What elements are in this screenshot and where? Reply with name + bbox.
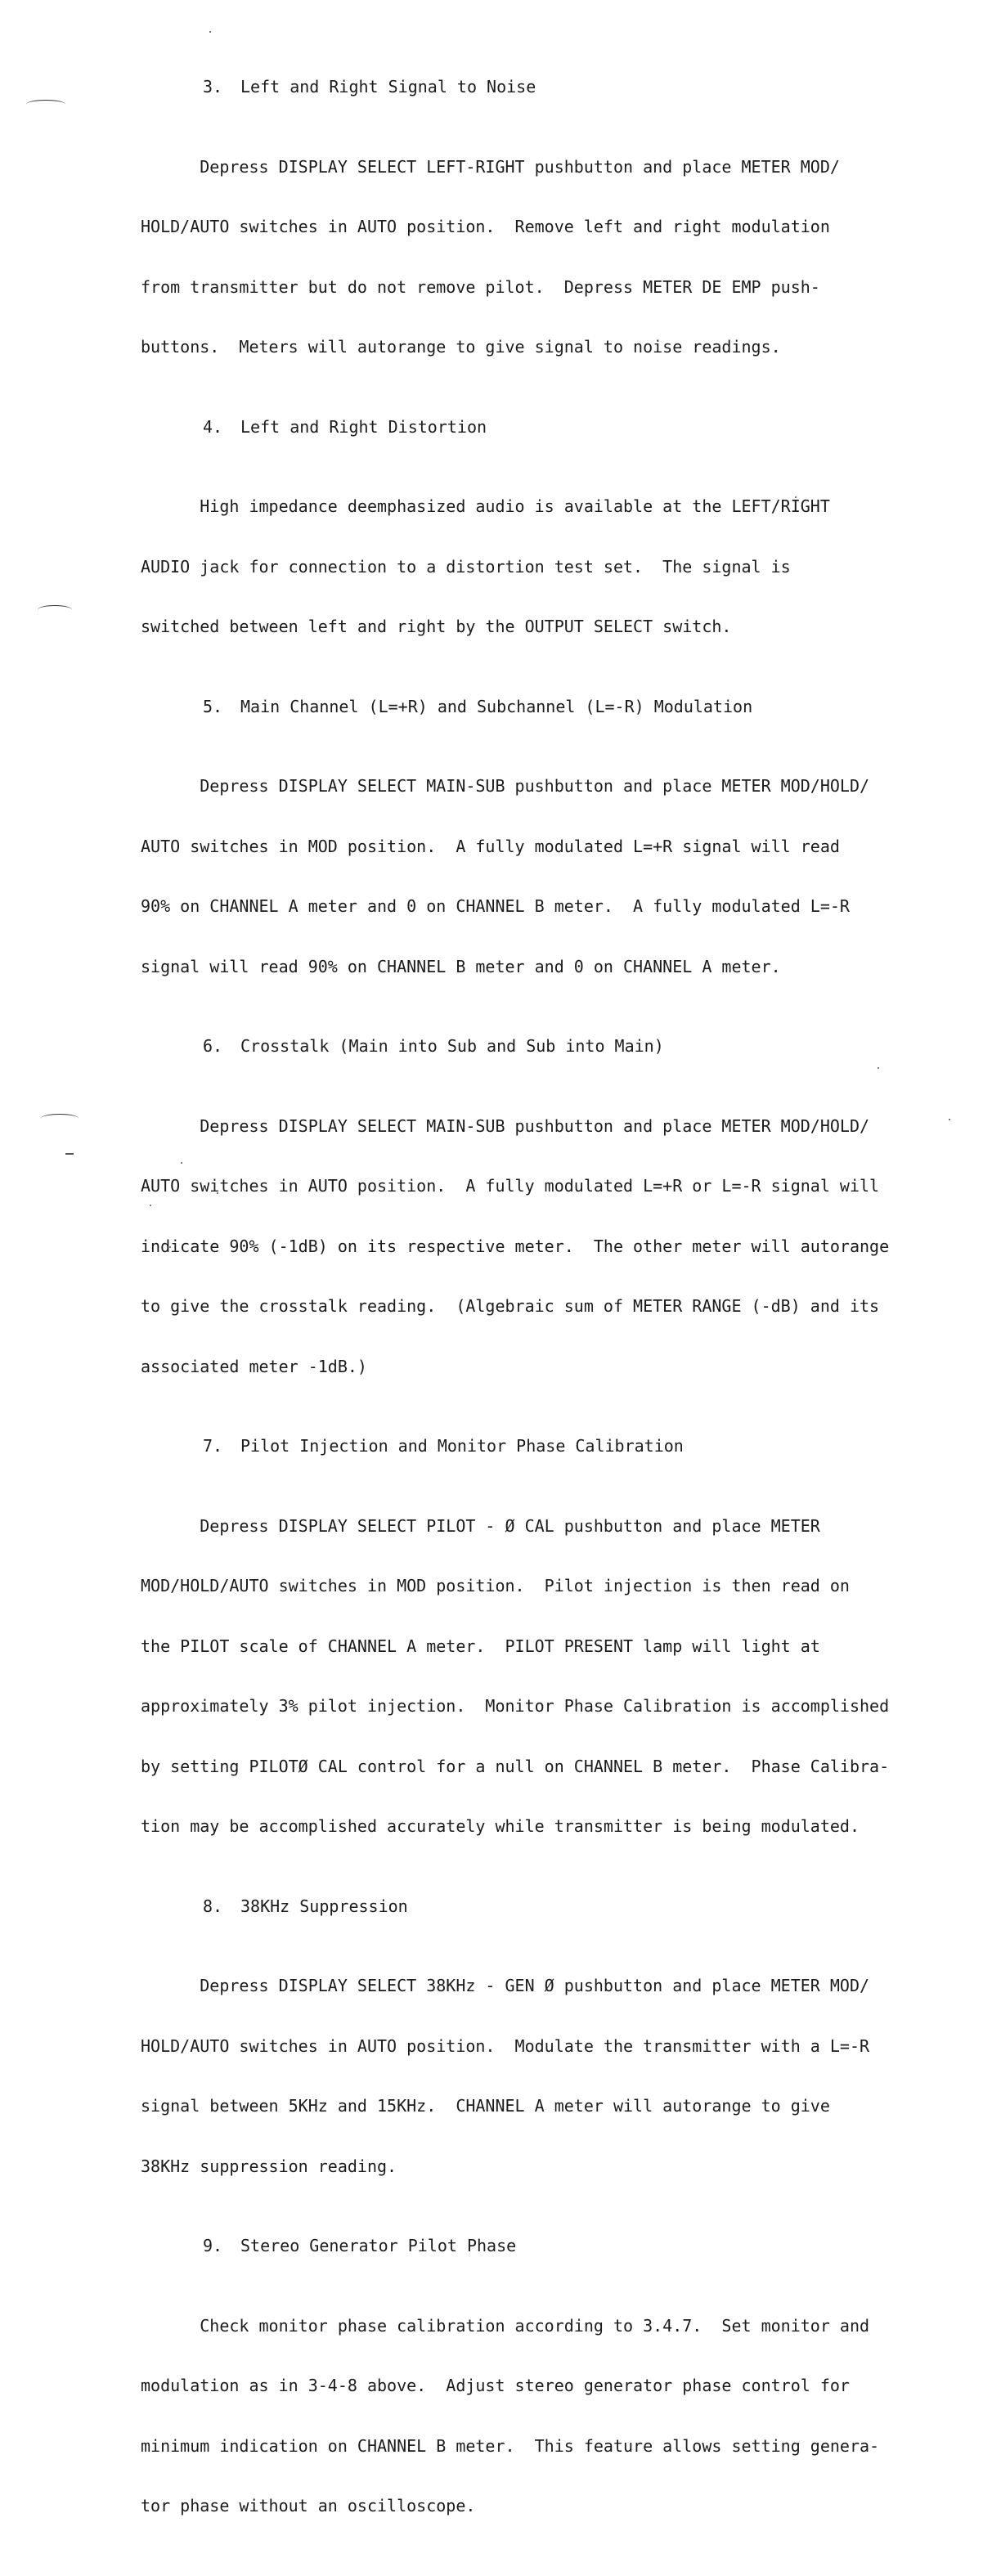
scan-mark (38, 605, 72, 614)
paragraph-line: tor phase without an oscilloscope. (141, 2496, 476, 2515)
section-paragraph (141, 1476, 909, 1877)
section-title: Left and Right Signal to Noise (240, 77, 536, 96)
paragraph-line: Depress DISPLAY SELECT 38KHz - GEN Ø pushbutton and place METER MOD/ (141, 1976, 870, 1995)
paragraph-line: Depress DISPLAY SELECT LEFT-RIGHT pushbutton and place METER MOD/ (141, 156, 840, 177)
scan-dot (209, 31, 211, 33)
scan-dot (65, 1153, 74, 1155)
paragraph-line: AUTO switches in MOD position. A fully modulated L=+R signal will read (141, 836, 840, 856)
section-heading (141, 1436, 909, 1456)
scan-dot (949, 1119, 950, 1120)
paragraph-line: switched between left and right by the OUTPUT SELECT switch. (141, 617, 732, 636)
section-title: Crosstalk (Main into Sub and Sub into Main) (240, 1036, 664, 1056)
paragraph-line: MOD/HOLD/AUTO switches in MOD position. Pilot injection is then read on (141, 1576, 850, 1595)
section-heading (141, 1896, 909, 1917)
section-heading (141, 417, 909, 438)
section-heading (141, 77, 909, 97)
section-paragraph (141, 736, 909, 1016)
section-paragraph (141, 117, 909, 397)
paragraph-line: High impedance deemphasized audio is available at the LEFT/RIGHT (141, 496, 830, 516)
paragraph-line: indicate 90% (-1dB) on its respective meter. The other meter will autorange (141, 1236, 890, 1256)
section-title: Left and Right Distortion (240, 416, 487, 437)
section-number: 6. (203, 1036, 223, 1056)
paragraph-line: Depress DISPLAY SELECT MAIN-SUB pushbutton and place METER MOD/HOLD/ (141, 1115, 870, 1136)
paragraph-line: modulation as in 3-4-8 above. Adjust stereo generator phase control for (141, 2376, 850, 2395)
section-paragraph (141, 2276, 909, 2556)
paragraph-line: buttons. Meters will autorange to give signal to noise readings. (141, 337, 781, 357)
paragraph-line: from transmitter but do not remove pilot. Depress METER DE EMP push- (141, 276, 820, 297)
section-number: 4. (203, 416, 223, 437)
paragraph-line: HOLD/AUTO switches in AUTO position. Modulate the transmitter with a L=-R (141, 2035, 870, 2056)
paragraph-line: approximately 3% pilot injection. Monitor Phase Calibration is accomplished (141, 1696, 890, 1716)
scan-mark (26, 100, 65, 109)
paragraph-line: 38KHz suppression reading. (141, 2156, 397, 2176)
paragraph-line: signal will read 90% on CHANNEL B meter and 0 on CHANNEL A meter. (141, 956, 781, 976)
paragraph-line: 90% on CHANNEL A meter and 0 on CHANNEL B meter. A fully modulated L=-R (141, 896, 850, 916)
paragraph-line: signal between 5KHz and 15KHz. CHANNEL A meter will autorange to give (141, 2096, 830, 2116)
scan-mark (41, 1114, 79, 1123)
section-paragraph (141, 1936, 909, 2216)
paragraph-line: Depress DISPLAY SELECT PILOT - Ø CAL pushbutton and place METER (141, 1515, 820, 1536)
section-heading (141, 1036, 909, 1057)
paragraph-line: Depress DISPLAY SELECT MAIN-SUB pushbutton and place METER MOD/HOLD/ (141, 776, 870, 796)
paragraph-line: the PILOT scale of CHANNEL A meter. PILOT PRESENT lamp will light at (141, 1636, 820, 1656)
paragraph-line: AUTO switches in AUTO position. A fully modulated L=+R or L=-R signal will (141, 1176, 880, 1196)
paragraph-line: associated meter -1dB.) (141, 1356, 367, 1376)
section-number: 5. (203, 696, 223, 716)
section-number: 9. (203, 2236, 223, 2255)
paragraph-line: minimum indication on CHANNEL B meter. This feature allows setting genera- (141, 2435, 880, 2456)
section-number: 8. (203, 1896, 223, 1916)
section-paragraph (141, 1076, 909, 1417)
section-title: Main Channel (L=+R) and Subchannel (L=-R) Modulation (240, 696, 753, 716)
section-title: 38KHz Suppression (240, 1896, 408, 1916)
paragraph-line: HOLD/AUTO switches in AUTO position. Remove left and right modulation (141, 217, 830, 236)
paragraph-line: by setting PILOTØ CAL control for a null on CHANNEL B meter. Phase Calibra- (141, 1756, 890, 1776)
section-title: Stereo Generator Pilot Phase (240, 2236, 517, 2255)
section-number: 7. (203, 1436, 223, 1456)
section-title: Pilot Injection and Monitor Phase Calibration (240, 1436, 684, 1456)
paragraph-line: AUDIO jack for connection to a distortion test set. The signal is (141, 556, 791, 577)
section-number: 3. (203, 77, 223, 96)
section-paragraph (141, 456, 909, 677)
document-body (141, 77, 909, 2576)
paragraph-line: tion may be accomplished accurately while transmitter is being modulated. (141, 1816, 860, 1836)
paragraph-line: to give the crosstalk reading. (Algebraic sum of METER RANGE (-dB) and its (141, 1296, 880, 1316)
section-heading (141, 2236, 909, 2256)
section-heading (141, 697, 909, 717)
paragraph-line: Check monitor phase calibration according to 3.4.7. Set monitor and (141, 2315, 870, 2336)
